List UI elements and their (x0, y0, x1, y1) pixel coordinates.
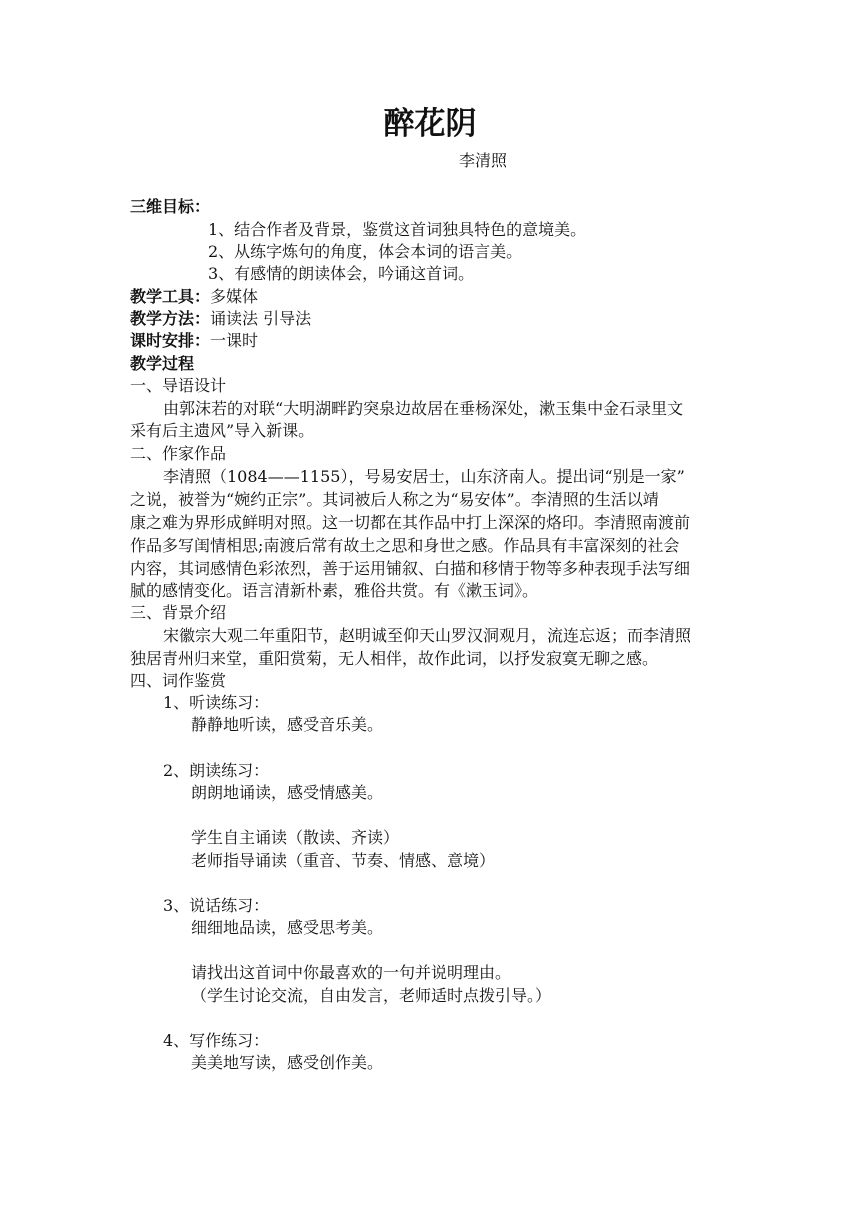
practice-4-line: 美美地写读，感受创作美。 (191, 1053, 384, 1072)
author-works-line: 之说，被誉为“婉约正宗”。其词被后人称之为“易安体”。李清照的生活以靖 (130, 490, 659, 509)
objective-item: 1、结合作者及背景，鉴赏这首词独具特色的意境美。 (208, 220, 587, 239)
intro-line: 采有后主遗风”导入新课。 (130, 421, 315, 440)
section-heading-author-works: 二、作家作品 (130, 444, 227, 463)
author-works-line: 李清照（1084——1155），号易安居士，山东济南人。提出词“别是一家” (163, 467, 685, 486)
practice-1-line: 静静地听读，感受音乐美。 (191, 715, 384, 734)
author-works-line: 作品多写闺情相思;南渡后常有故土之思和身世之感。作品具有丰富深刻的社会 (130, 536, 680, 555)
section-heading-appreciation: 四、词作鉴赏 (130, 671, 227, 690)
practice-2-line: 朗朗地诵读，感受情感美。 (191, 783, 384, 802)
author-works-line: 腻的感情变化。语言清新朴素，雅俗共赏。有《漱玉词》。 (130, 581, 539, 600)
author-works-line: 康之难为界形成鲜明对照。这一切都在其作品中打上深深的烙印。李清照南渡前 (130, 513, 691, 532)
methods-row (130, 308, 311, 330)
practice-1-label: 1、听读练习： (163, 693, 270, 712)
practice-3-line: 请找出这首词中你最喜欢的一句并说明理由。 (191, 963, 512, 982)
practice-2-label: 2、朗读练习： (163, 761, 270, 780)
tools-row (130, 286, 258, 308)
methods-value: 诵读法 引导法 (210, 309, 312, 328)
page-title: 醉花阴 (383, 106, 477, 142)
methods-label: 教学方法： (130, 309, 211, 328)
practice-3-line: （学生讨论交流，自由发言，老师适时点拨引导。） (191, 986, 552, 1005)
section-heading-intro: 一、导语设计 (130, 376, 227, 395)
section-heading-background: 三、背景介绍 (130, 603, 227, 622)
practice-3-line: 细细地品读，感受思考美。 (191, 918, 384, 937)
author-name: 李清照 (459, 151, 508, 170)
practice-3-label: 3、说话练习： (163, 896, 270, 915)
process-heading: 教学过程 (130, 354, 195, 373)
objective-item: 3、有感情的朗读体会，吟诵这首词。 (208, 264, 475, 283)
objective-item: 2、从练字炼句的角度，体会本词的语言美。 (208, 242, 523, 261)
objectives-label: 三维目标： (130, 197, 211, 216)
schedule-label: 课时安排： (130, 331, 211, 350)
practice-2-line: 学生自主诵读（散读、齐读） (191, 828, 400, 847)
intro-line: 由郭沫若的对联“大明湖畔趵突泉边故居在垂杨深处，漱玉集中金石录里文 (163, 399, 684, 418)
schedule-value: 一课时 (210, 331, 259, 350)
practice-4-label: 4、写作练习： (163, 1031, 270, 1050)
background-line: 独居青州归来堂，重阳赏菊，无人相伴，故作此词，以抒发寂寞无聊之感。 (130, 649, 659, 668)
background-line: 宋徽宗大观二年重阳节，赵明诚至仰天山罗汉洞观月，流连忘返；而李清照 (163, 626, 692, 645)
practice-2-line: 老师指导诵读（重音、节奏、情感、意境） (191, 851, 496, 870)
tools-value: 多媒体 (210, 287, 259, 306)
tools-label: 教学工具： (130, 287, 211, 306)
author-works-line: 内容，其词感情色彩浓烈，善于运用铺叙、白描和移情于物等多种表现手法写细 (130, 559, 691, 578)
schedule-row (130, 330, 258, 352)
